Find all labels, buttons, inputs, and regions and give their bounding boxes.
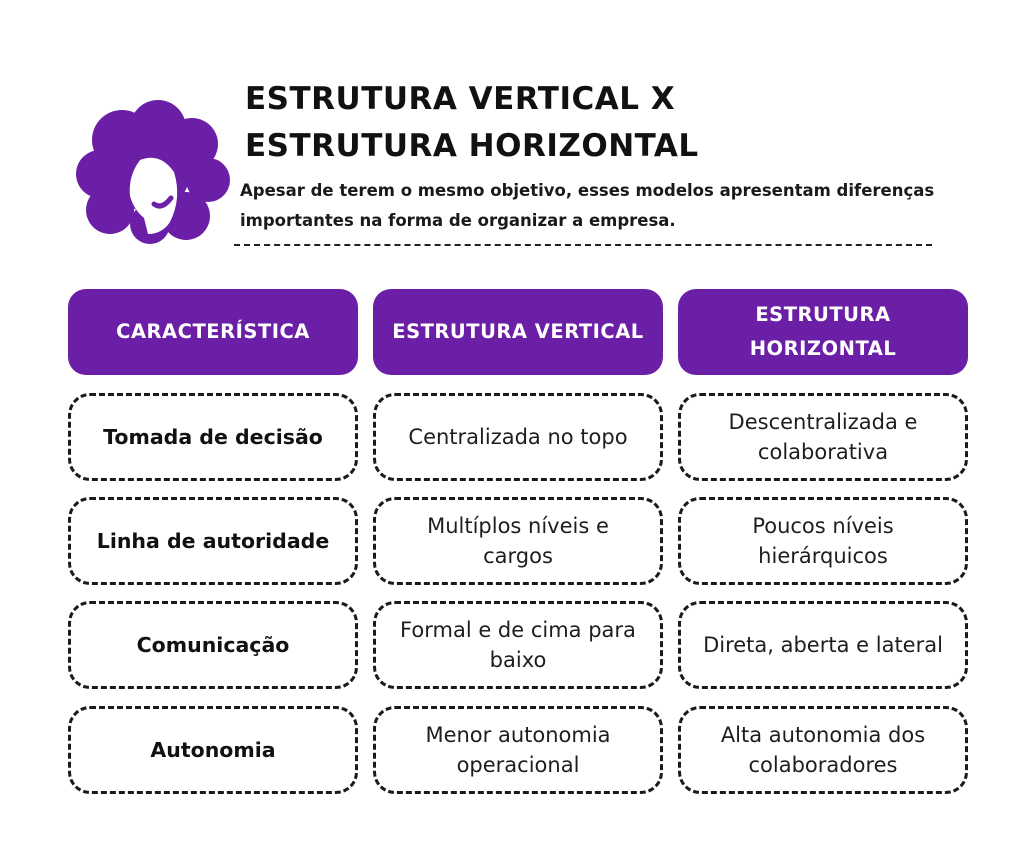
row-label-linha-de-autoridade (68, 497, 358, 585)
title-line-1: ESTRUTURA VERTICAL X (245, 81, 676, 117)
header-label: ESTRUTURA VERTICAL (392, 320, 644, 343)
cell-text: Descentralizada e colaborativa (728, 410, 918, 464)
row-label-autonomia (68, 706, 358, 794)
header-caracteristica (68, 289, 358, 375)
cell-text: Linha de autoridade (96, 529, 330, 553)
header-estrutura-horizontal (678, 289, 968, 375)
cell-text: Menor autonomia operacional (425, 723, 611, 777)
page-title (245, 76, 699, 170)
cell-text: Formal e de cima para baixo (400, 618, 636, 672)
horizontal-cell (678, 601, 968, 689)
cell-text: Alta autonomia dos colaboradores (720, 723, 926, 777)
horizontal-cell (678, 497, 968, 585)
cell-text: Autonomia (150, 738, 276, 762)
page-subtitle: Apesar de terem o mesmo objetivo, esses modelos apresentam diferenças importantes na forma de organizar a empresa. (240, 181, 935, 230)
vertical-cell (373, 393, 663, 481)
row-label-tomada-de-decisao (68, 393, 358, 481)
vertical-cell (373, 601, 663, 689)
vertical-cell (373, 706, 663, 794)
cell-text: Multíplos níveis e cargos (427, 514, 609, 568)
cell-text: Poucos níveis hierárquicos (752, 514, 894, 568)
title-line-2: ESTRUTURA HORIZONTAL (245, 128, 699, 164)
header-label: CARACTERÍSTICA (116, 320, 310, 343)
vertical-cell (373, 497, 663, 585)
cell-text: Direta, aberta e lateral (703, 633, 943, 657)
horizontal-cell (678, 706, 968, 794)
woman-silhouette-icon (70, 98, 230, 246)
cell-text: Centralizada no topo (408, 425, 628, 449)
header-estrutura-vertical (373, 289, 663, 375)
cell-text: Tomada de decisão (103, 425, 323, 449)
dashed-divider (234, 244, 932, 246)
row-label-comunicacao (68, 601, 358, 689)
cell-text: Comunicação (136, 633, 290, 657)
header-label: ESTRUTURA HORIZONTAL (749, 303, 897, 360)
horizontal-cell (678, 393, 968, 481)
